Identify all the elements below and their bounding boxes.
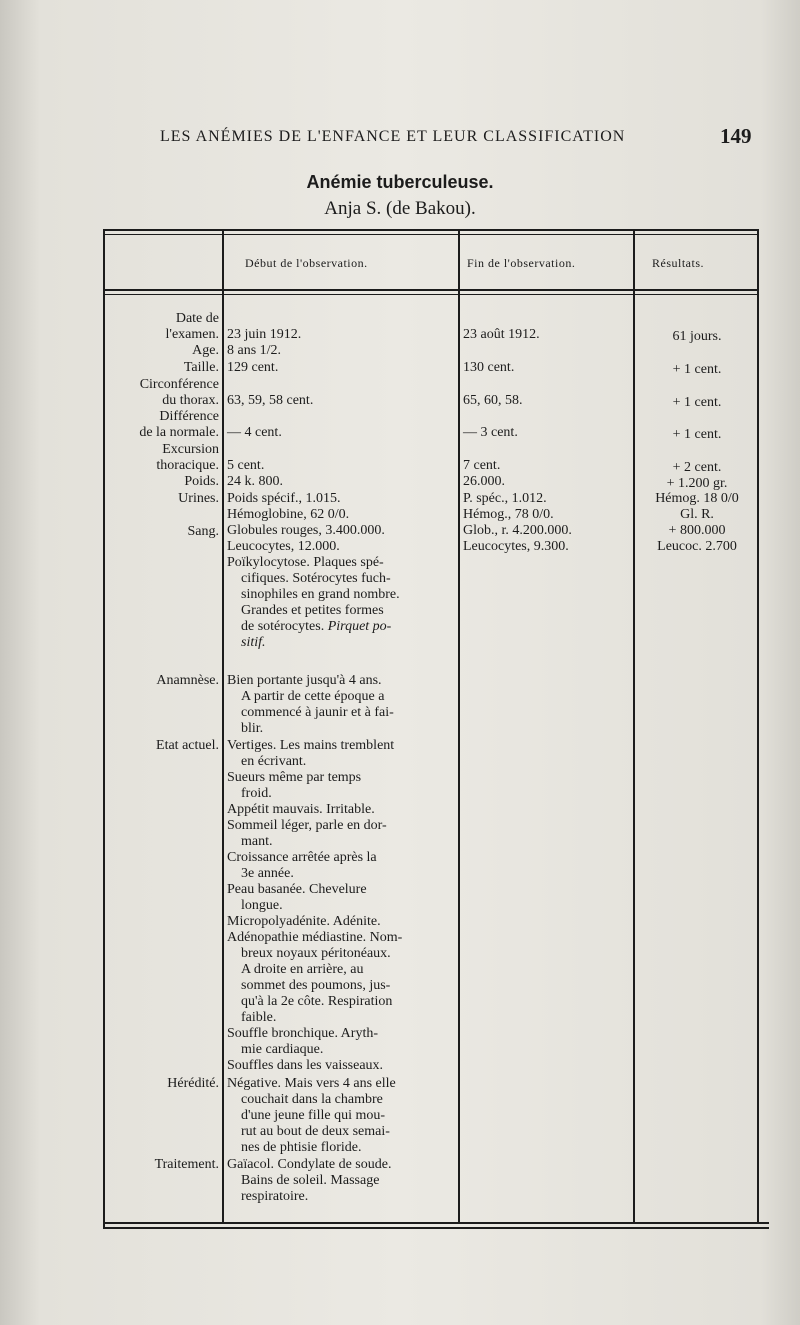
debut-circonference: 63, 59, 58 cent. xyxy=(227,393,314,408)
column-header-debut: Début de l'observation. xyxy=(245,256,368,270)
fin-taille: 130 cent. xyxy=(463,360,515,375)
page-number: 149 xyxy=(720,124,752,148)
label-taille: Taille. xyxy=(183,360,219,375)
debut-traitement: Gaïacol. Condylate de soude. Bains de soleil. Massage respiratoire. xyxy=(227,1157,392,1204)
column-header-resultats: Résultats. xyxy=(652,256,704,270)
label-age: Age. xyxy=(192,343,219,358)
column-divider-2 xyxy=(458,229,460,1224)
result-poids: + 1.200 gr. xyxy=(666,476,728,491)
label-circonference: Circonférence du thorax. xyxy=(139,377,219,408)
debut-taille: 129 cent. xyxy=(227,360,279,375)
pirquet-note: Pirquet po- xyxy=(327,619,392,634)
label-difference: Différence de la normale. xyxy=(139,409,219,440)
patient-subtitle: Anja S. (de Bakou). xyxy=(324,198,476,219)
column-divider-1 xyxy=(222,229,224,1224)
label-heredite: Hérédité. xyxy=(167,1076,219,1091)
running-title: LES ANÉMIES DE L'ENFANCE ET LEUR CLASSIFICATION xyxy=(160,128,626,145)
result-date: 61 jours. xyxy=(672,329,722,344)
result-circonference: + 1 cent. xyxy=(672,395,722,410)
fin-date: 23 août 1912. xyxy=(463,327,540,342)
label-date: Date de l'examen. xyxy=(165,311,219,342)
header-bottom-rule-inner xyxy=(103,294,758,295)
table-bottom-rule xyxy=(103,1222,769,1224)
column-divider-3 xyxy=(633,229,635,1224)
debut-difference: — 4 cent. xyxy=(227,425,282,440)
fin-poids: 26.000. xyxy=(463,474,505,489)
column-header-fin: Fin de l'observation. xyxy=(467,256,576,270)
debut-poids: 24 k. 800. xyxy=(227,474,283,489)
label-excursion: Excursion thoracique. xyxy=(156,442,219,473)
table-title: Anémie tuberculeuse. xyxy=(306,172,494,192)
debut-sang: Hémoglobine, 62 0/0. Globules rouges, 3.400.000. Leucocytes, 12.000. Poïkylocytose. Plaques spé- cifiques. Sotérocytes fuch- sinophiles en grand nombre. Grandes et petites formes de sotérocytes. Pirquet po- sitif. xyxy=(227,507,400,650)
label-sang: Sang. xyxy=(187,524,219,539)
label-urines: Urines. xyxy=(178,491,219,506)
result-urines: Hémog. 18 0/0 xyxy=(655,491,739,506)
result-taille: + 1 cent. xyxy=(672,362,722,377)
header-bottom-rule xyxy=(103,289,758,291)
label-traitement: Traitement. xyxy=(154,1157,219,1172)
result-difference: + 1 cent. xyxy=(672,427,722,442)
table-bottom-rule-outer xyxy=(103,1227,769,1229)
result-sang: Gl. R. + 800.000 Leucoc. 2.700 xyxy=(657,507,737,554)
debut-excursion: 5 cent. xyxy=(227,458,265,473)
debut-heredite: Négative. Mais vers 4 ans elle couchait dans la chambre d'une jeune fille qui mou- rut au bout de deux semai- nes de phtisie floride. xyxy=(227,1076,396,1155)
table-top-rule-inner xyxy=(103,234,758,235)
result-excursion: + 2 cent. xyxy=(672,460,722,475)
table-top-rule xyxy=(103,229,758,231)
label-poids: Poids. xyxy=(184,474,219,489)
debut-date: 23 juin 1912. xyxy=(227,327,302,342)
table-right-border xyxy=(757,229,759,1224)
fin-circonference: 65, 60, 58. xyxy=(463,393,523,408)
fin-excursion: 7 cent. xyxy=(463,458,501,473)
debut-urines: Poids spécif., 1.015. xyxy=(227,491,341,506)
debut-anamnese: Bien portante jusqu'à 4 ans. A partir de cette époque a commencé à jaunir et à fai- blir. xyxy=(227,673,394,736)
label-etat-actuel: Etat actuel. xyxy=(156,738,219,753)
fin-urines: P. spéc., 1.012. xyxy=(463,491,547,506)
debut-age: 8 ans 1/2. xyxy=(227,343,282,358)
fin-difference: — 3 cent. xyxy=(463,425,518,440)
debut-etat-actuel: Vertiges. Les mains tremblent en écrivant. Sueurs même par temps froid. Appétit mauvais. Irritable. Sommeil léger, parle en dor- mant. Croissance arrêtée après la 3e année. Peau basanée. Chevelure longue. Micropolyadénite. Adénite. Adénopathie médiastine. Nom- breux noyaux péritonéaux. A droite en arrière, au sommet des poumons, jus- qu'à la 2e côte. Respiration faible. Souffle bronchique. Aryth- mie cardiaque. Souffles dans les vaisseaux. xyxy=(227,738,403,1073)
label-anamnese: Anamnèse. xyxy=(156,673,219,688)
fin-sang: Hémog., 78 0/0. Glob., r. 4.200.000. Leucocytes, 9.300. xyxy=(463,507,572,554)
